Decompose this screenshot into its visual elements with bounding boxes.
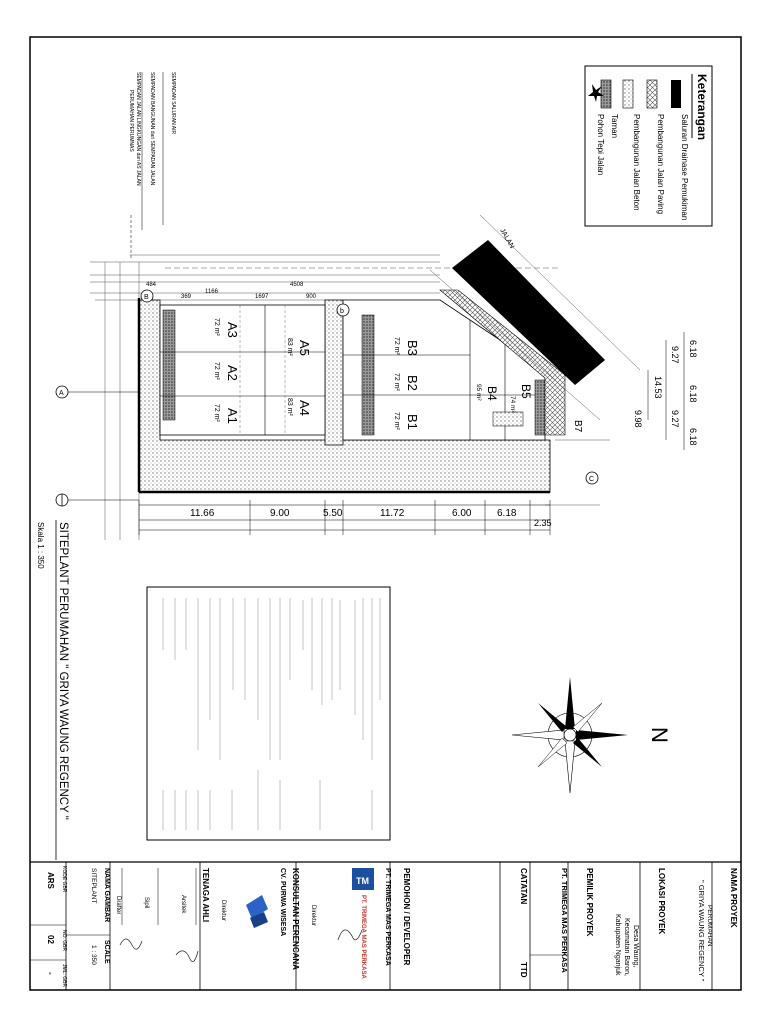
north-label: N — [647, 727, 672, 743]
note-saluran: SEMPADAN SALURAN AIR — [170, 72, 176, 135]
project-name: " GRIYA WAUNG REGENCY " — [697, 880, 706, 982]
konsultan-label: KONSULTAN PERENCANA — [291, 868, 300, 970]
legend-swatch-taman — [601, 80, 611, 108]
dim-bottom-3: 5.50 — [323, 508, 343, 519]
lot-b3-id: B3 — [405, 340, 420, 356]
legend-label-drainase: Saluran Drainase Pemukiman — [680, 114, 689, 221]
dim-top-369: 369 — [181, 294, 192, 300]
lot-b1-id: B1 — [405, 414, 420, 430]
lokasi-line-3: Kabupaten Nganjuk — [614, 914, 621, 976]
svg-text:TM: TM — [356, 876, 369, 886]
lot-a2-id: A2 — [225, 365, 240, 381]
developer-logo — [352, 868, 374, 979]
lot-b2-id: B2 — [405, 375, 420, 391]
axis-mark-b-lower: b — [340, 308, 344, 315]
scale-label: SCALE — [103, 940, 110, 964]
dim-bottom-1: 11.66 — [190, 508, 215, 519]
lot-a3-id: A3 — [225, 322, 240, 338]
kode-label: KODE GBR — [61, 866, 67, 893]
axis-mark-c: C — [589, 476, 595, 483]
pemilik-label: PEMILIK PROYEK — [585, 868, 594, 937]
lot-a5-id: A5 — [297, 340, 312, 356]
axis-mark-b-upper: B — [144, 294, 149, 301]
developer-logo-text: PT. TRIMEGA MAS PERKASA — [360, 895, 366, 979]
dim-bottom-5: 6.00 — [452, 508, 472, 519]
legend-label-paving: Pembangunan Jalan Paving — [656, 114, 665, 215]
note-perumnas: PERUMAHAN PERUMNAS — [128, 90, 134, 152]
plan-title: SITEPLANT PERUMAHAN " GRIYA WAUNG REGENCY " — [57, 522, 69, 820]
dim-right-3: 14.53 — [653, 376, 663, 399]
dim-bottom-2: 9.00 — [270, 508, 290, 519]
no-value: 02 — [46, 935, 55, 944]
garden-a — [163, 310, 175, 420]
lot-b5-area: 74 m² — [509, 396, 516, 413]
lot-a1-id: A1 — [225, 408, 240, 424]
consultant-logo — [246, 895, 268, 928]
ttd-label: TTD — [519, 962, 528, 978]
kode-value: ARS — [46, 872, 55, 889]
legend-swatch-paving — [647, 80, 657, 108]
lokasi-line-2: Kecamatan Baron, — [623, 918, 630, 976]
nama-gambar-label: NAMA GAMBAR — [103, 868, 110, 923]
dim-right-1: 6.18 — [688, 340, 698, 358]
lot-a4-id: A4 — [297, 400, 312, 416]
lot-b5-id: B5 — [519, 384, 533, 399]
site-plan — [56, 215, 698, 540]
dim-bottom-7: 2.35 — [534, 518, 552, 528]
lot-b2-area: 72 m² — [393, 373, 400, 391]
ahli-1-role: Arsitek — [180, 895, 186, 914]
pemilik-name: PT. TRIMEGA MAS PERKASA — [560, 868, 569, 973]
scale-value: 1 : 350 — [90, 945, 97, 965]
dim-right-7: 6.18 — [688, 428, 698, 446]
setback-notes — [128, 72, 176, 260]
dim-top-484: 484 — [146, 282, 157, 288]
lot-a1-area: 72 m² — [213, 404, 220, 422]
legend-label-taman: Taman — [610, 114, 619, 139]
konsultan-role: Direktur — [220, 900, 226, 922]
plan-scale-caption: Skala 1 : 350 — [36, 522, 45, 569]
garden-b — [362, 315, 374, 435]
dim-right-2: 9.27 — [670, 346, 680, 364]
dim-top-1166: 1166 — [205, 289, 218, 295]
lot-b4-id: B4 — [485, 386, 499, 401]
plan-title-group — [36, 520, 69, 860]
lot-b3-area: 72 m² — [393, 337, 400, 355]
lot-a3-area: 72 m² — [213, 318, 220, 336]
legend-swatch-beton — [623, 80, 633, 108]
axis-mark-a: A — [59, 390, 64, 397]
dim-right-6: 9.27 — [670, 410, 680, 428]
lot-b7-id: B7 — [572, 420, 583, 433]
legend — [585, 66, 712, 226]
note-jalan: SEMPADAN JALAN LINGKUNGAN dari AS JALAN — [135, 72, 141, 186]
legend-label-pohon: Pohon Tepi Jalan — [596, 114, 605, 176]
dim-bottom-6: 6.18 — [497, 508, 517, 519]
lokasi-line-1: Desa Waung, — [632, 925, 639, 968]
pemohon-label: PEMOHON / DEVELOPER — [402, 868, 411, 966]
tenaga-ahli-label: TENAGA AHLI — [201, 868, 210, 923]
calculation-table — [147, 587, 390, 840]
legend-title: Keterangan — [695, 74, 709, 141]
pemohon-name: PT. TRIMEGA MAS PERKASA — [384, 868, 391, 966]
title-block — [30, 862, 738, 990]
lokasi-label: LOKASI PROYEK — [657, 868, 666, 935]
dim-top-4508: 4508 — [290, 282, 304, 288]
lot-b1-area: 72 m² — [393, 412, 400, 430]
dim-right-5: 6.18 — [688, 385, 698, 403]
jml-label: JML. GBR — [61, 964, 67, 988]
perumahan-label: PERUMAHAN — [706, 905, 713, 947]
jml-value: - — [46, 972, 55, 975]
lot-a5-area: 83 m² — [286, 338, 293, 356]
catatan-label: CATATAN — [519, 868, 528, 905]
pemohon-role: Direktur — [310, 905, 316, 927]
konsultan-name: CV. PURWA WISESA — [279, 868, 286, 937]
lot-a2-area: 72 m² — [213, 362, 220, 380]
ahli-2-role: Sipil — [143, 897, 149, 909]
no-label: NO. GBR — [61, 930, 67, 952]
dim-top-1697: 1697 — [255, 294, 269, 300]
compass-icon — [512, 677, 628, 793]
dim-bottom-4: 11.72 — [380, 508, 405, 519]
jalan-label: JALAN — [498, 227, 516, 250]
road-middle — [325, 300, 343, 445]
legend-swatch-drainase — [671, 80, 681, 108]
legend-label-beton: Pembangunan Jalan Beton — [632, 114, 641, 211]
ahli-3-role: Drafter — [115, 896, 121, 915]
note-bangunan: SEMPADAN BANGUNAN dari SEMPADAN JALAN — [149, 72, 155, 186]
nama-gambar-value: SITEPLANT — [90, 868, 97, 904]
dim-right-4: 9.98 — [633, 410, 643, 428]
dim-top-900: 900 — [306, 294, 317, 300]
lot-a4-area: 83 m² — [286, 398, 293, 416]
lot-b4-area: 95 m² — [475, 384, 482, 401]
nama-proyek-label: NAMA PROYEK — [729, 868, 738, 928]
